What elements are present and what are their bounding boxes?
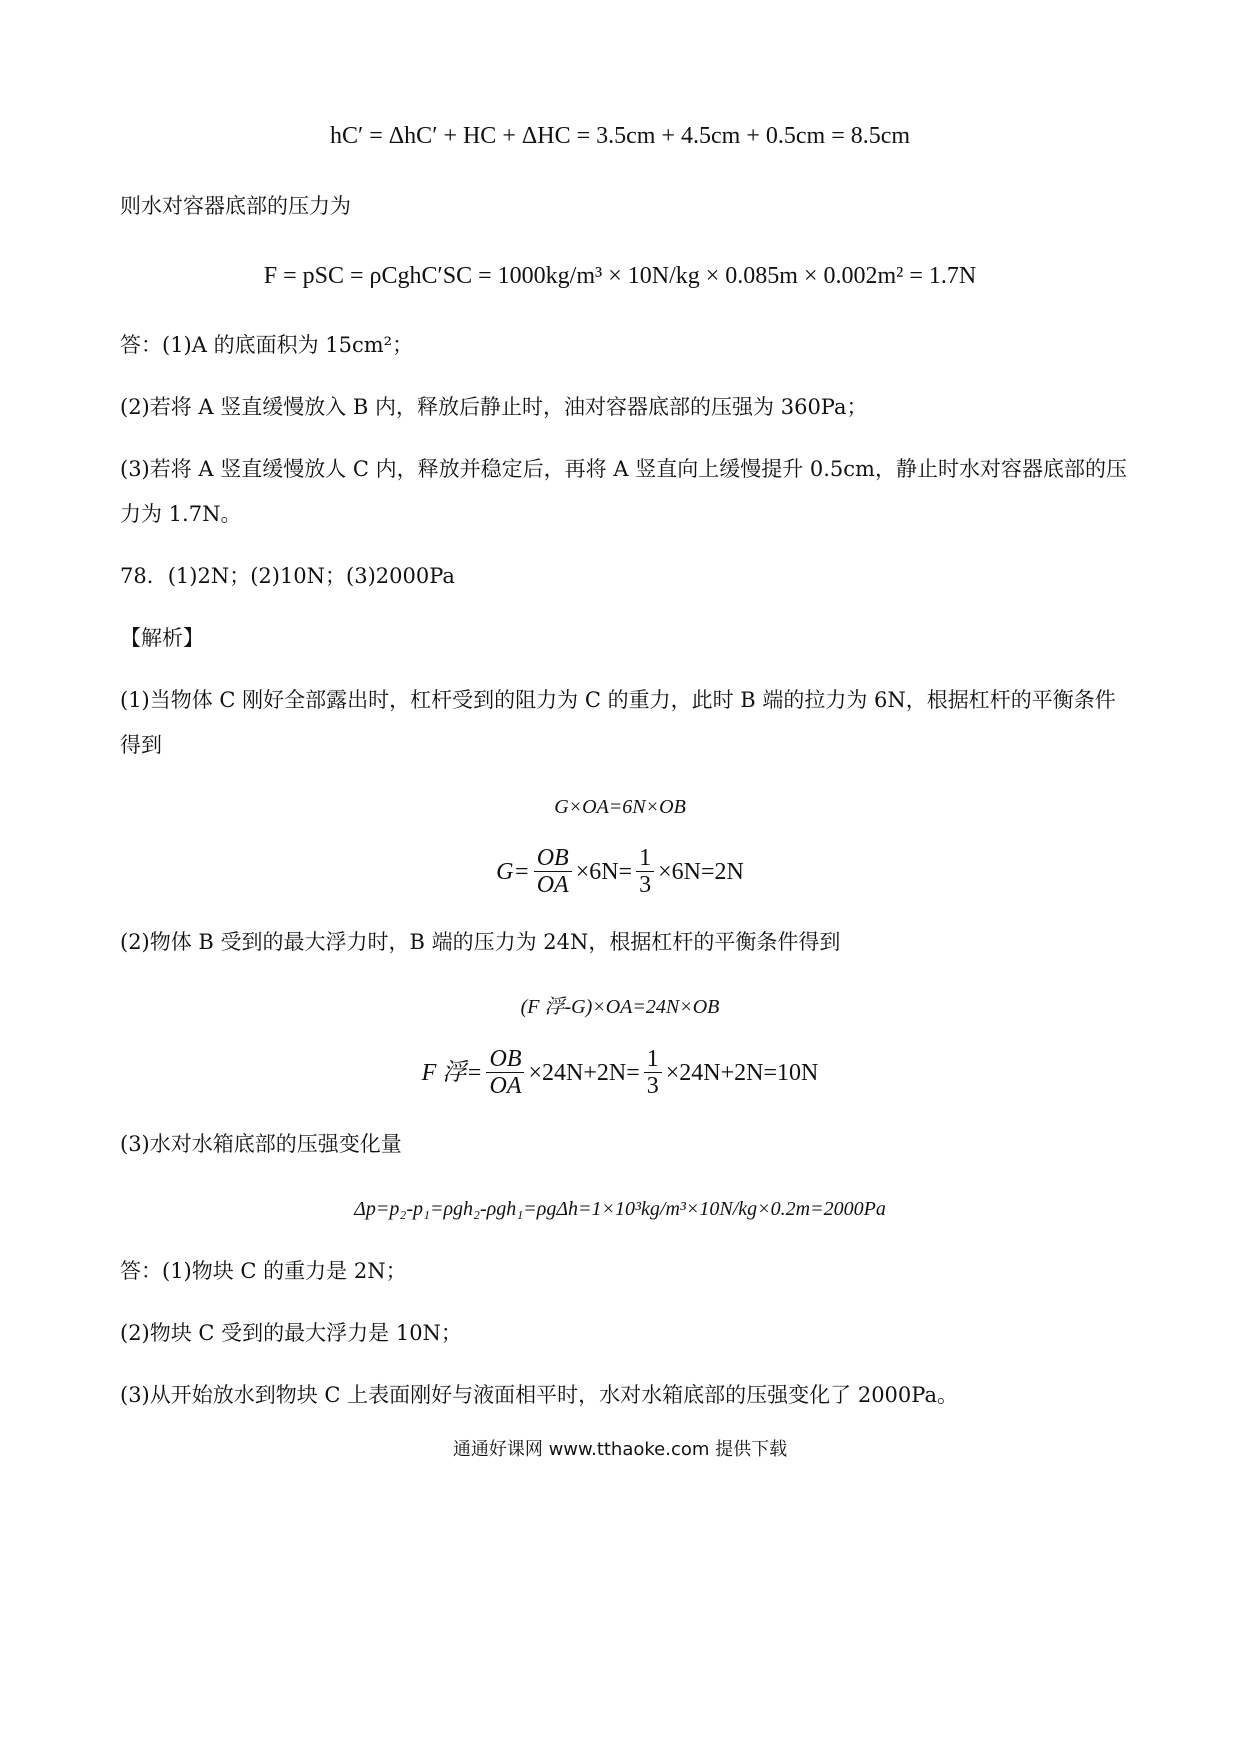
answer-a-3-line2: 力为 1.7N。 — [120, 502, 242, 526]
text-water-force-intro: 则水对容器底部的压力为 — [120, 194, 351, 218]
eq4-frac2 — [644, 1046, 662, 1099]
eq2-lhs: G= — [496, 858, 530, 885]
eq2-frac2-num: 1 — [636, 845, 654, 872]
answer-b-1: 答：(1)物块 C 的重力是 2N； — [120, 1259, 407, 1283]
answer-a-3-line1: (3)若将 A 竖直缓慢放人 C 内，释放并稳定后，再将 A 竖直向上缓慢提升 0.5cm，静止时水对容器底部的压 — [120, 457, 1127, 481]
eq2-frac1-den: OA — [536, 872, 569, 898]
eq2-frac1-num: OB — [534, 845, 572, 872]
eq4-rhs: ×24N+2N=10N — [665, 1059, 819, 1086]
eq4-frac1 — [486, 1046, 524, 1099]
part1-line1: (1)当物体 C 刚好全部露出时，杠杆受到的阻力为 C 的重力，此时 B 端的拉力为 6N，根据杠杆的平衡条件 — [120, 688, 1116, 712]
q78-answer: 78．(1)2N；(2)10N；(3)2000Pa — [120, 564, 455, 588]
eq4-frac2-den: 3 — [646, 1073, 659, 1099]
eq4-frac1-den: OA — [489, 1073, 522, 1099]
page-footer: 通通好课网 www.tthaoke.com 提供下载 — [452, 1439, 788, 1460]
eq3: (F 浮-G)×OA=24N×OB — [520, 996, 720, 1018]
eq1: G×OA=6N×OB — [554, 796, 686, 818]
part3-line: (3)水对水箱底部的压强变化量 — [120, 1132, 402, 1156]
part2-line: (2)物体 B 受到的最大浮力时，B 端的压力为 24N，根据杠杆的平衡条件得到 — [120, 930, 841, 954]
eq2-frac2 — [636, 845, 654, 898]
answer-a-1: 答：(1)A 的底面积为 15cm²； — [120, 333, 414, 357]
eq2-mid: ×6N= — [575, 858, 633, 885]
formula-hc: hC′ = ΔhC′ + HC + ΔHC = 3.5cm + 4.5cm + 0.5cm = 8.5cm — [329, 123, 911, 149]
eq2 — [0, 845, 1240, 898]
eq2-rhs: ×6N=2N — [658, 858, 744, 885]
eq4-frac1-num: OB — [486, 1046, 524, 1073]
eq4-frac2-num: 1 — [644, 1046, 662, 1073]
answer-b-2: (2)物块 C 受到的最大浮力是 10N； — [120, 1321, 462, 1345]
eq4 — [0, 1046, 1240, 1099]
answer-a-2: (2)若将 A 竖直缓慢放入 B 内，释放后静止时，油对容器底部的压强为 360Pa； — [120, 395, 868, 419]
eq4-mid: ×24N+2N= — [528, 1059, 640, 1086]
analysis-label: 【解析】 — [120, 626, 204, 650]
eq4-lhs: F 浮= — [421, 1059, 483, 1086]
answer-b-3: (3)从开始放水到物块 C 上表面刚好与液面相平时，水对水箱底部的压强变化了 2000Pa。 — [120, 1383, 958, 1407]
eq2-frac1 — [534, 845, 572, 898]
eq2-frac2-den: 3 — [639, 872, 652, 898]
formula-F: F = pSC = ρCghC′SC = 1000kg/m³ × 10N/kg × 0.085m × 0.002m² = 1.7N — [263, 263, 977, 289]
part1-line2: 得到 — [120, 733, 162, 757]
eq5: Δp=p₂-p₁=ρgh₂-ρgh₁=ρgΔh=1×10³kg/m³×10N/kg×0.2m=2000Pa — [354, 1198, 886, 1220]
